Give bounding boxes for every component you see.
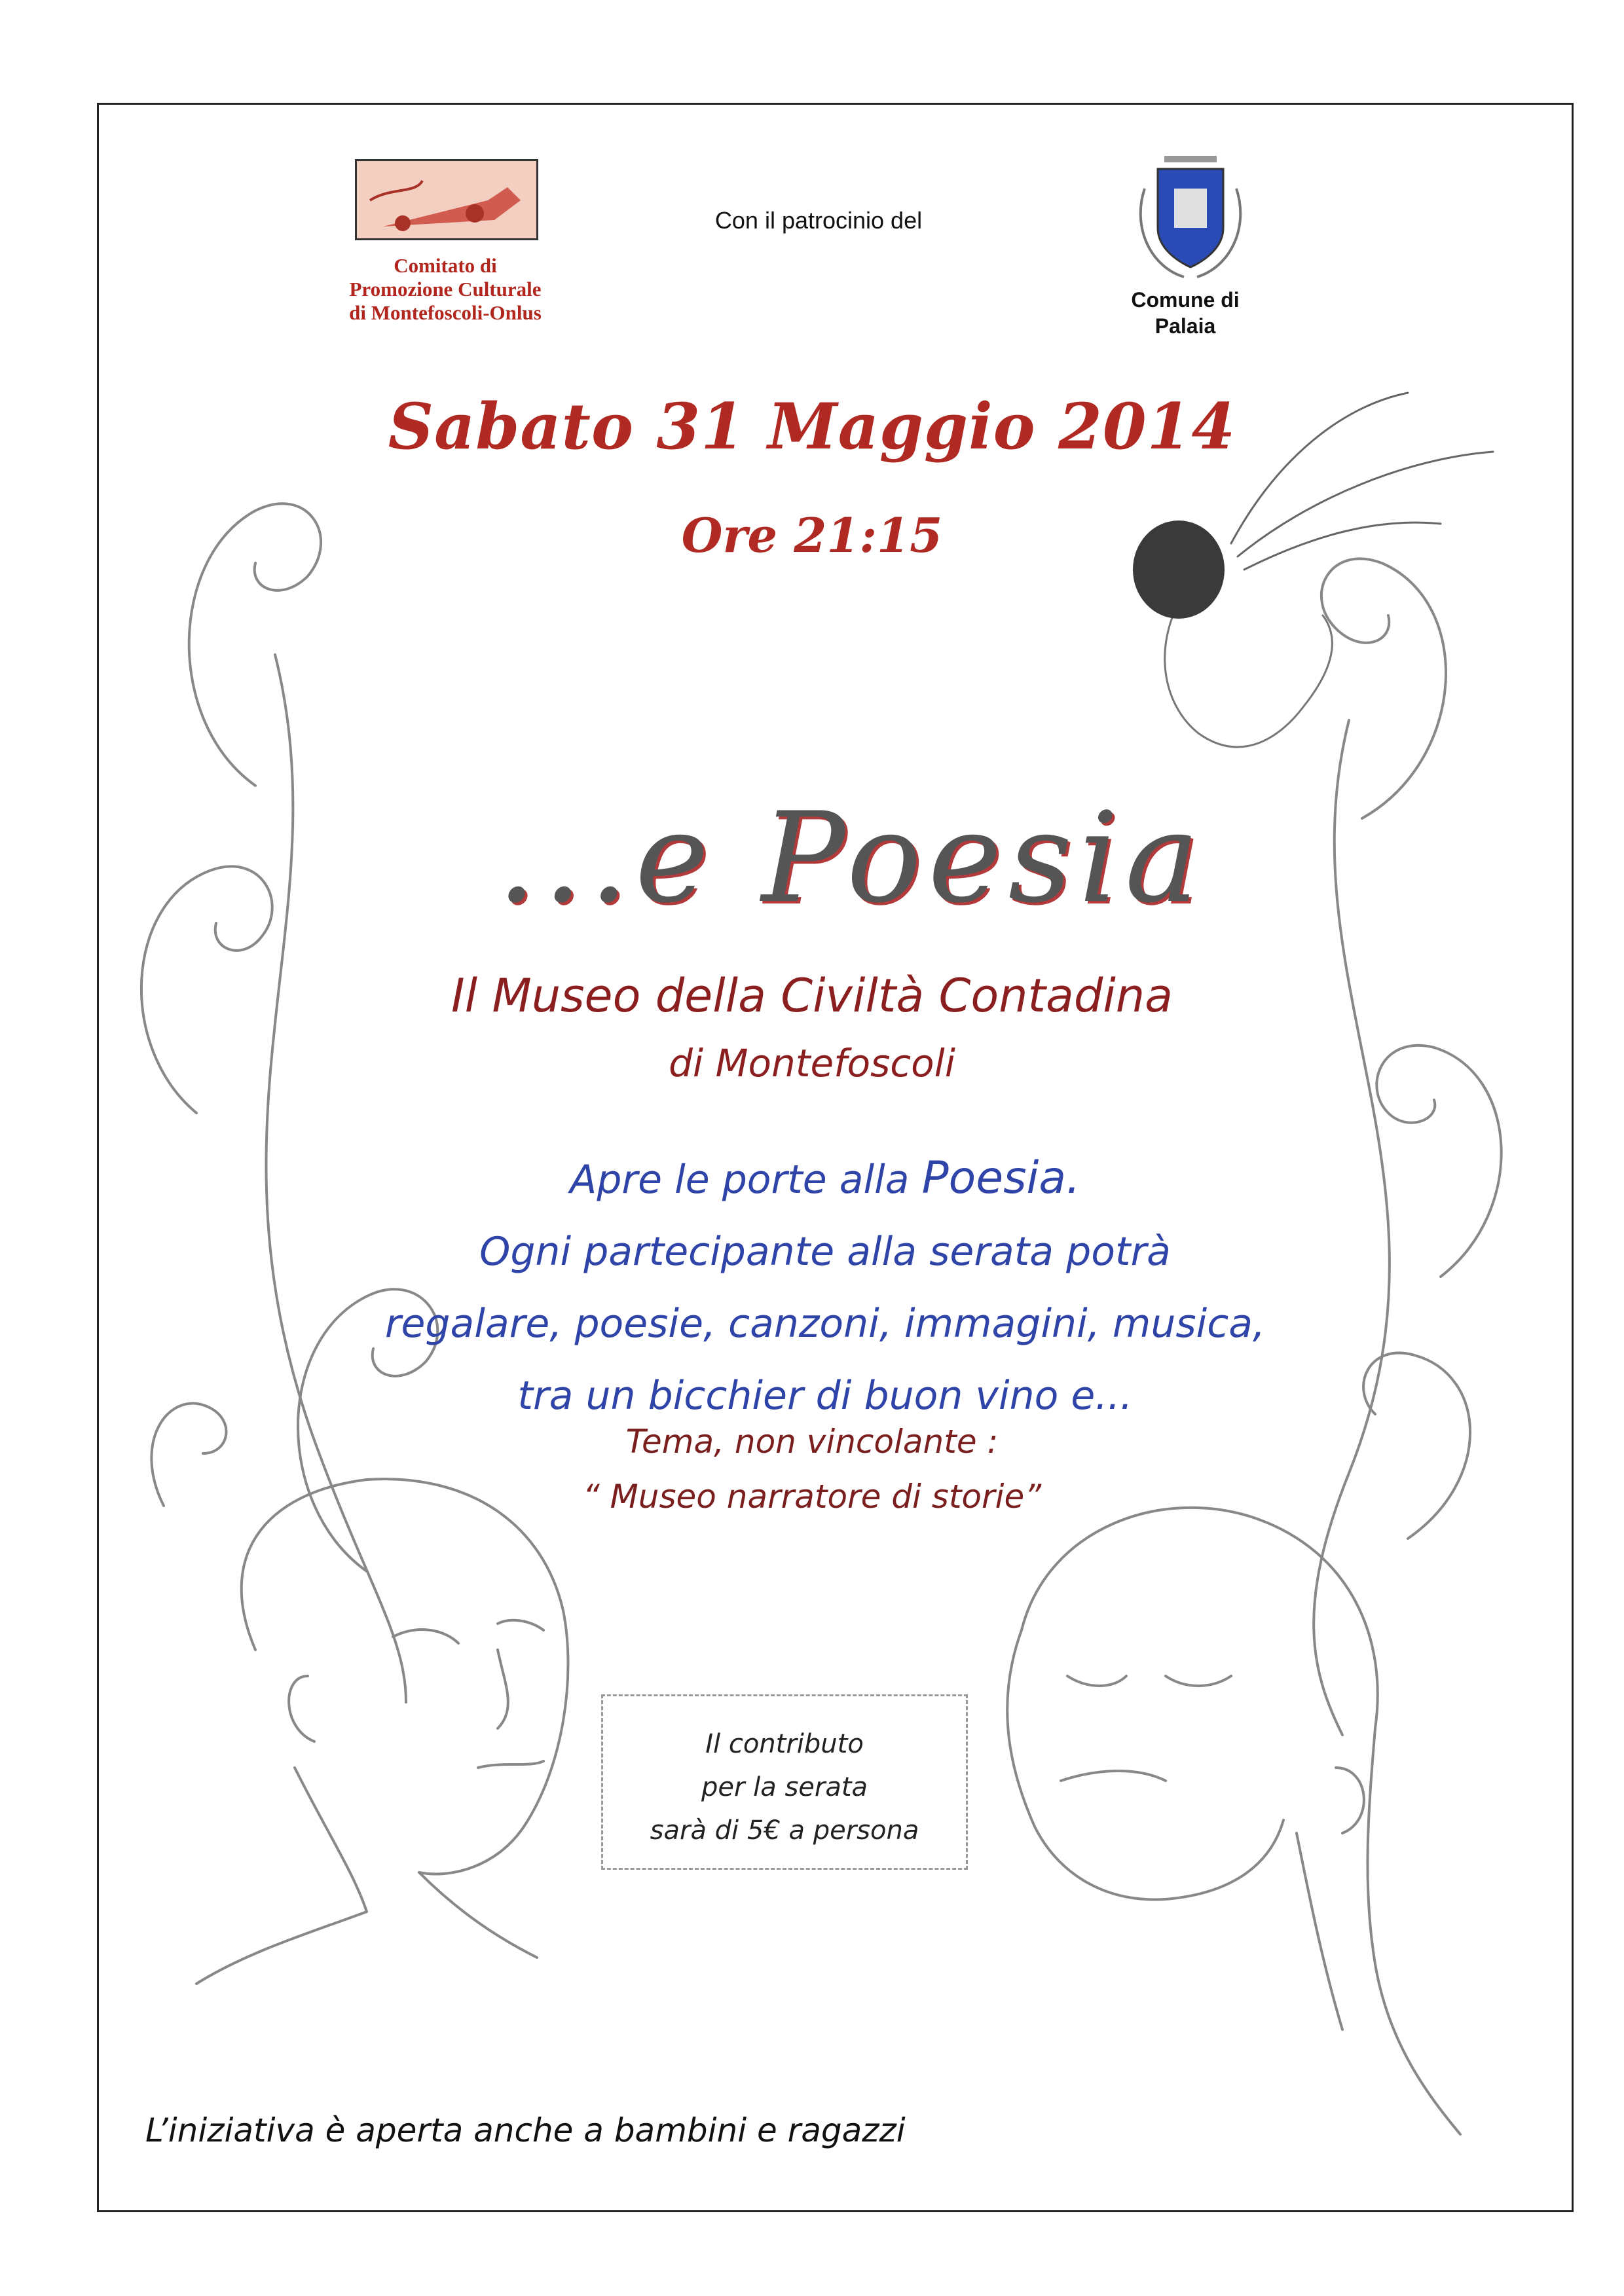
invitation-text xyxy=(341,1142,1310,1432)
theme-value: “ Museo narratore di storie” xyxy=(582,1478,1042,1516)
man-neck xyxy=(196,1768,537,1984)
man-mouth xyxy=(478,1761,544,1768)
right-swirl-top xyxy=(1321,558,1446,818)
organizer-caption xyxy=(288,254,602,325)
left-swirl-top xyxy=(189,503,321,786)
organizer-caption-line: di Montefoscoli-Onlus xyxy=(349,301,542,324)
event-time: Ore 21:15 xyxy=(681,507,943,563)
invite-line-1-highlight: Poesia. xyxy=(921,1152,1080,1204)
patronage-text: Con il patrocinio del xyxy=(714,207,923,234)
contribution-box xyxy=(601,1694,968,1870)
fairy-body xyxy=(1165,602,1333,747)
man-nose xyxy=(498,1650,508,1728)
woman-face xyxy=(1007,1630,1283,1900)
woman-mouth xyxy=(1061,1771,1166,1781)
man-eye-right xyxy=(498,1620,544,1630)
municipality-crest-icon xyxy=(1132,149,1249,280)
woman-eye-left xyxy=(1067,1676,1126,1686)
contribution-line: Il contributo xyxy=(705,1729,864,1759)
event-title: ...e Poesia xyxy=(496,786,1206,930)
woman-hair xyxy=(1022,1508,1460,2134)
municipality-line: Palaia xyxy=(1154,314,1216,338)
left-swirl-mid xyxy=(141,866,272,1113)
organizer-caption-line: Promozione Culturale xyxy=(349,278,542,301)
theme-label: Tema, non vincolante : xyxy=(625,1423,999,1461)
municipality-line: Comune di xyxy=(1131,288,1240,312)
invite-line-4: tra un bicchier di buon vino e... xyxy=(517,1373,1133,1419)
woman-eye-right xyxy=(1166,1676,1231,1686)
venue-place: di Montefoscoli xyxy=(669,1041,955,1085)
woman-ear xyxy=(1336,1768,1364,1833)
cart-drawing-icon xyxy=(357,161,538,240)
man-ear xyxy=(289,1676,314,1741)
invite-line-1 xyxy=(341,1142,1310,1216)
invite-line-1-prefix: Apre le porte alla xyxy=(570,1157,910,1203)
man-eye-left xyxy=(393,1630,458,1643)
contribution-line: sarà di 5€ a persona xyxy=(650,1815,919,1846)
right-swirl-low xyxy=(1363,1353,1470,1539)
venue-name: Il Museo della Civiltà Contadina xyxy=(451,969,1173,1023)
left-swirl-small xyxy=(151,1404,226,1506)
event-date: Sabato 31 Maggio 2014 xyxy=(388,390,1236,464)
contribution-line: per la serata xyxy=(701,1772,868,1802)
organizer-caption-line: Comitato di xyxy=(394,254,497,277)
woman-neck xyxy=(1297,1833,1342,2030)
invite-line-3: regalare, poesie, canzoni, immagini, musica, xyxy=(384,1301,1266,1347)
right-swirl-mid xyxy=(1376,1046,1501,1277)
organizer-logo xyxy=(355,159,538,240)
municipality-name xyxy=(1087,287,1283,339)
fairy-wing xyxy=(1231,393,1493,570)
footer-note: L’iniziativa è aperta anche a bambini e ragazzi xyxy=(145,2111,906,2149)
theme-block xyxy=(511,1414,1113,1524)
right-stem xyxy=(1314,720,1390,1735)
invite-line-2: Ogni partecipante alla serata potrà xyxy=(479,1229,1171,1275)
